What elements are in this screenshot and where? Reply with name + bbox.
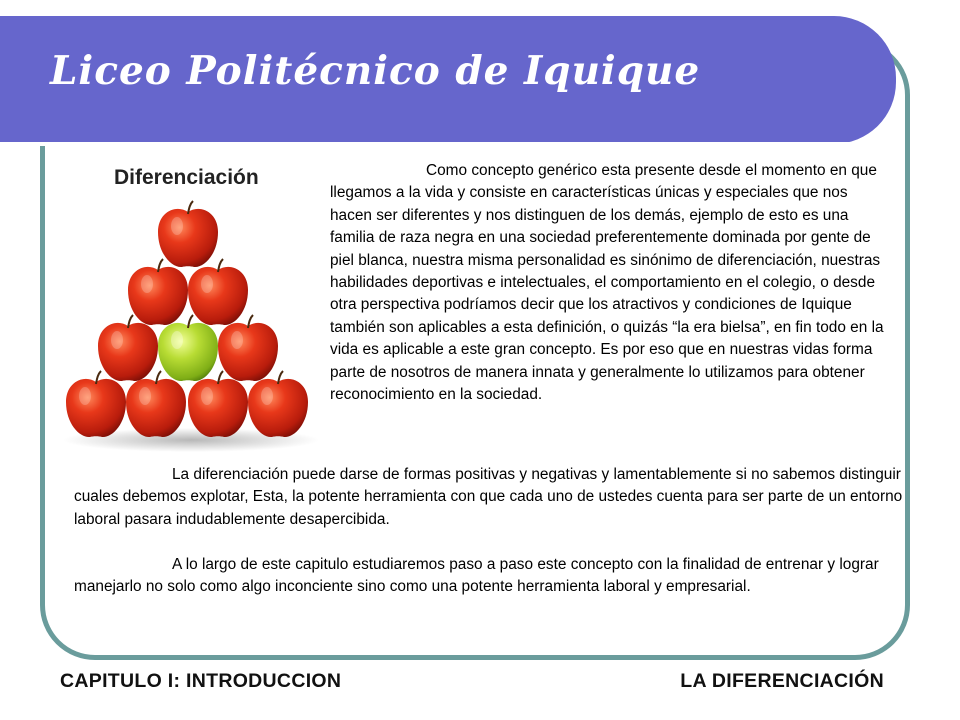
positive-negative-text: La diferenciación puede darse de formas positivas y negativas y lamentablemente si no sabemos distinguir cuales debemos explotar, Esta, la potente herramienta con que cada uno de ustedes cuenta para ser parte de un entorno laboral pasara indudablemente desapercibida. [74,466,903,528]
apple-icon [248,371,308,437]
chapter-goal-text: A lo largo de este capitulo estudiaremos paso a paso este concepto con la finalidad de entrenar y lograr manejarlo no solo como algo inconciente sino como una potente herramienta laboral y empresarial. [74,556,879,596]
apple-icon [188,371,248,437]
definition-text: Como concepto genérico esta presente desde el momento en que llegamos a la vida y consiste en características únicas y especiales que nos hacen ser diferentes y nos distinguen de los demás, ejemplo de esto es una familia de raza negra en una sociedad preferentemente dominada por gente de piel blanca, nuestra misma personalidad es sinónimo de diferenciación, nuestras habilidades deportivas e intelectuales, el comportamiento en el colegio, o desde otra perspectiva podríamos decir que los atractivos y condiciones de Iquique también son aplicables a esta definición, o quizás “la era bielsa”, en fin todo en la vida es aplicable a este gran concepto. Es por eso que en nuestras vidas forma parte de nosotros de manera innata y generalmente lo utilizamos para obtener reconocimiento en la sociedad. [330,162,884,404]
apple-pyramid-image [62,200,320,454]
green-apple-icon [158,315,218,381]
apple-icon [188,259,248,325]
chapter-label: CAPITULO I: INTRODUCCION [60,670,342,692]
section-heading: Diferenciación [114,166,259,189]
topic-label: LA DIFERENCIACIÓN [680,670,884,692]
banner-divider [0,142,850,146]
apple-icon [218,315,278,381]
definition-paragraph [330,160,892,406]
apple-icon [158,201,218,267]
apple-icon [66,371,126,437]
apple-icon [128,259,188,325]
page-title: Liceo Politécnico de Iquique [50,48,701,94]
chapter-goal-paragraph [74,554,904,599]
positive-negative-paragraph [74,464,904,531]
apple-icon [98,315,158,381]
